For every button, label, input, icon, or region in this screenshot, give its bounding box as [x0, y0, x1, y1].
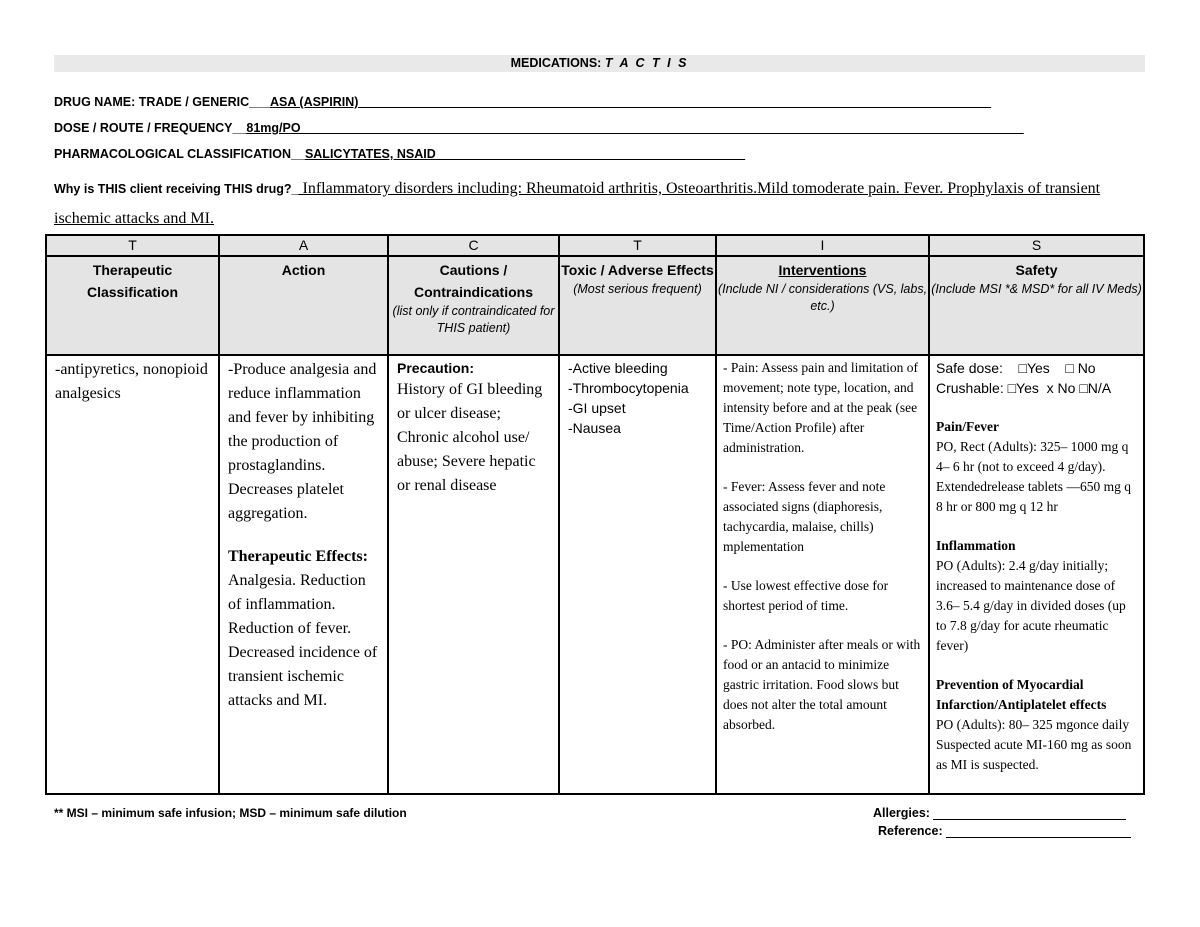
header-c-sub: (list only if contraindicated for THIS patient) — [392, 304, 555, 335]
reference-label: Reference: — [878, 824, 943, 838]
letter-t1: T — [46, 235, 219, 256]
tactis-table — [45, 234, 1145, 795]
cell-toxic-effects — [559, 355, 716, 794]
action-text: -Produce analgesia and reduce inflammation and fever by inhibiting the production of prostaglandins. Decreases platelet aggregation. — [228, 361, 377, 522]
adverse-effect-item: -Thrombocytopenia — [568, 380, 689, 396]
drug-name-field — [54, 95, 991, 109]
cell-cautions — [388, 355, 559, 794]
pain-fever-label: Pain/Fever — [936, 419, 999, 434]
allergies-field — [873, 806, 1126, 820]
header-therapeutic-classification — [46, 256, 219, 355]
classification-value: SALICYTATES, NSAID ____________________________________________ — [304, 147, 746, 161]
t1-text: -antipyretics, nonopioid analgesics — [55, 361, 208, 402]
header-a-label: Action — [281, 262, 326, 278]
cell-safety — [929, 355, 1144, 794]
header-c-label: Cautions / Contraindications — [413, 262, 533, 300]
title-acronym: T A C T I S — [604, 56, 689, 70]
inflammation-text: PO (Adults): 2.4 g/day initially; increased to maintenance dose of 3.6– 5.4 g/day in divided doses (up to 7.8 g/day for acute rheumatic fever) — [936, 558, 1126, 653]
prevention-label: Prevention of Myocardial Infarction/Antiplatelet effects — [936, 677, 1107, 712]
cell-interventions — [716, 355, 929, 794]
intervention-item: - PO: Administer after meals or with food or an antacid to minimize gastric irritation. Food slows but does not alter the total amount absorbed. — [723, 637, 921, 732]
prevention-text: PO (Adults): 80– 325 mgonce daily Suspected acute MI-160 mg as soon as MI is suspected. — [936, 717, 1132, 772]
therapeutic-effects-label: Therapeutic Effects: — [228, 548, 368, 565]
drug-name-value: ASA (ASPIRIN)___________________________________________________________________________________________ — [270, 95, 992, 109]
classification-field — [54, 147, 745, 161]
letter-a: A — [219, 235, 388, 256]
reason-field — [54, 174, 1154, 234]
header-row — [46, 256, 1144, 355]
dose-field — [54, 121, 1024, 135]
classification-label: PHARMACOLOGICAL CLASSIFICATION__ — [54, 147, 305, 161]
letter-c: C — [388, 235, 559, 256]
reference-line[interactable] — [946, 825, 1131, 838]
drug-name-label: DRUG NAME: TRADE / GENERIC___ — [54, 95, 270, 109]
crushable-checkbox-row: Crushable: □Yes x No □N/A — [936, 380, 1112, 396]
letter-i: I — [716, 235, 929, 256]
header-t1-label: Therapeutic Classification — [86, 262, 179, 300]
header-i-label: Interventions — [778, 262, 867, 278]
msi-msd-footnote: ** MSI – minimum safe infusion; MSD – minimum safe dilution — [54, 806, 407, 820]
header-t2-label: Toxic / Adverse Effects — [561, 262, 714, 278]
pain-fever-text: PO, Rect (Adults): 325– 1000 mg q 4– 6 hr (not to exceed 4 g/day). Extendedrelease tablets —650 mg q 8 hr or 800 mg q 12 hr — [936, 439, 1131, 514]
header-s-sub: (Include MSI *& MSD* for all IV Meds) — [931, 282, 1142, 296]
letter-s: S — [929, 235, 1144, 256]
therapeutic-effects-text: Analgesia. Reduction of inflammation. Reduction of fever. Decreased incidence of transient ischemic attacks and MI. — [228, 572, 378, 709]
header-t2-sub: (Most serious frequent) — [573, 282, 702, 296]
cell-therapeutic-classification — [46, 355, 219, 794]
intervention-item: - Fever: Assess fever and note associated signs (diaphoresis, tachycardia, malaise, chills) mplementation — [723, 479, 886, 554]
content-row — [46, 355, 1144, 794]
header-interventions — [716, 256, 929, 355]
dose-value: 81mg/PO________________________________________________________________________________________________________ — [246, 121, 1024, 135]
inflammation-label: Inflammation — [936, 538, 1016, 553]
intervention-item: - Use lowest effective dose for shortest period of time. — [723, 578, 889, 613]
header-safety — [929, 256, 1144, 355]
header-toxic-effects — [559, 256, 716, 355]
reference-field — [878, 824, 1131, 838]
letter-t2: T — [559, 235, 716, 256]
safe-dose-checkbox-row: Safe dose: □Yes □ No — [936, 360, 1096, 376]
adverse-effect-item: -Nausea — [568, 420, 621, 436]
dose-label: DOSE / ROUTE / FREQUENCY__ — [54, 121, 247, 135]
letter-row — [46, 235, 1144, 256]
precaution-label: Precaution: — [397, 360, 475, 376]
intervention-item: - Pain: Assess pain and limitation of movement; note type, location, and intensity before and at the peak (see Time/Action Profile) after administration. — [723, 360, 918, 455]
allergies-line[interactable] — [933, 807, 1126, 820]
allergies-label: Allergies: — [873, 806, 930, 820]
adverse-effect-item: -Active bleeding — [568, 360, 668, 376]
header-i-sub: (Include NI / considerations (VS, labs, etc.) — [717, 282, 928, 313]
form-title — [54, 55, 1145, 72]
cell-action — [219, 355, 388, 794]
adverse-effect-item: -GI upset — [568, 400, 626, 416]
precaution-text: History of GI bleeding or ulcer disease; Chronic alcohol use/ abuse; Severe hepatic or renal disease — [397, 381, 543, 494]
reason-answer: Inflammatory disorders including: Rheumatoid arthritis, Osteoarthritis.Mild tomoderate pain. Fever. Prophylaxis of transient ischemic attacks and MI. — [54, 180, 1101, 227]
header-cautions — [388, 256, 559, 355]
header-s-label: Safety — [1015, 262, 1058, 278]
title-prefix: MEDICATIONS: — [510, 56, 602, 70]
reason-label: Why is THIS client receiving THIS drug?_ — [54, 182, 299, 196]
header-action — [219, 256, 388, 355]
